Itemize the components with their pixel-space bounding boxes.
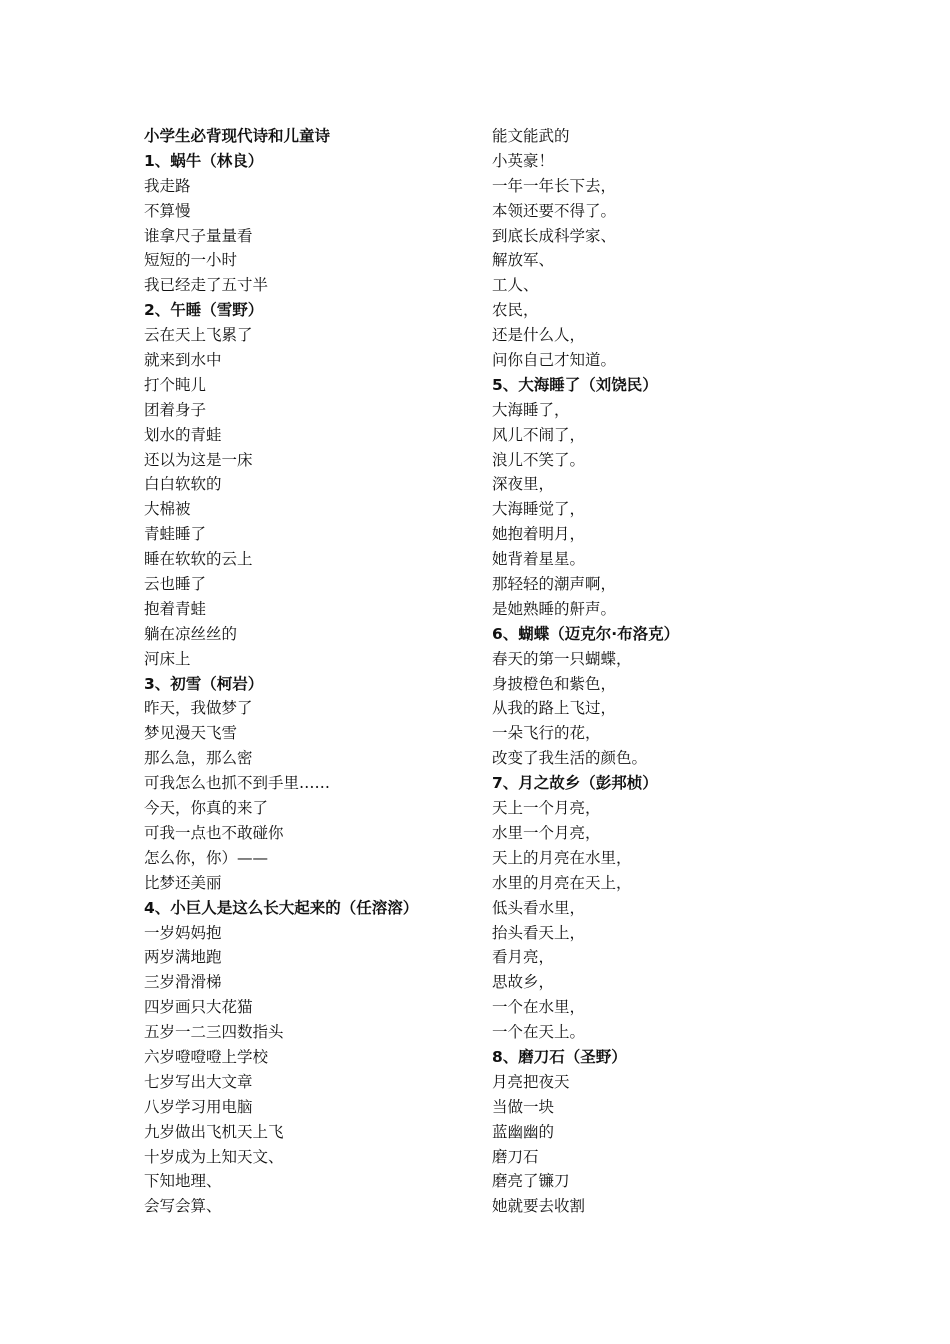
poem-line: 一朵飞行的花，: [492, 724, 601, 743]
poem-line: 是她熟睡的鼾声。: [492, 599, 617, 618]
poem-line: 工人、: [492, 276, 539, 295]
poem-line: 月亮把夜天: [492, 1072, 570, 1091]
poem-line: 就来到水中: [144, 351, 222, 370]
poem-line: 十岁成为上知天文、: [144, 1147, 284, 1166]
poem-line: 怎么你，你）——: [144, 848, 269, 867]
poem-line: 她就要去收割: [492, 1197, 586, 1216]
poem-line: 本领还要不得了。: [492, 201, 617, 220]
poem-line: 云也睡了: [144, 575, 207, 594]
poem-line: 大海睡了，: [492, 400, 570, 419]
poem-heading: 1、蜗牛（林良）: [144, 151, 264, 170]
poem-heading: 4、小巨人是这么长大起来的（任溶溶）: [144, 898, 419, 917]
poem-line: 改变了我生活的颜色。: [492, 749, 648, 768]
poem-line: 今天，你真的来了: [144, 799, 269, 818]
poem-line: 那么急，那么密: [144, 749, 253, 768]
poem-line: 那轻轻的潮声啊，: [492, 575, 617, 594]
poem-line: 春天的第一只蝴蝶，: [492, 649, 632, 668]
poem-line: 可我怎么也抓不到手里……: [144, 774, 331, 793]
poem-line: 短短的一小时: [144, 251, 238, 270]
poem-line: 深夜里，: [492, 475, 555, 494]
poem-line: 磨刀石: [492, 1147, 539, 1166]
poem-line: 一个在水里，: [492, 998, 586, 1017]
poem-line: 问你自己才知道。: [492, 351, 617, 370]
poem-line: 六岁噔噔噔上学校: [144, 1047, 269, 1066]
poem-heading: 5、大海睡了（刘饶民）: [492, 375, 658, 394]
poem-line: 昨天，我做梦了: [144, 699, 253, 718]
poem-line: 水里的月亮在天上，: [492, 873, 632, 892]
poem-line: 划水的青蛙: [144, 425, 222, 444]
poem-line: 下知地理、: [144, 1172, 222, 1191]
poem-line: 当做一块: [492, 1097, 555, 1116]
poem-line: 身披橙色和紫色，: [492, 674, 617, 693]
right-column: [492, 124, 832, 1219]
poem-line: 抬头看天上，: [492, 923, 586, 942]
poem-line: 睡在软软的云上: [144, 550, 253, 569]
left-column: [144, 124, 484, 1219]
poem-line: 团着身子: [144, 400, 207, 419]
poem-line: 从我的路上飞过，: [492, 699, 617, 718]
poem-line: 看月亮，: [492, 948, 555, 967]
poem-heading: 8、磨刀石（圣野）: [492, 1047, 627, 1066]
poem-line: 蓝幽幽的: [492, 1122, 555, 1141]
poem-heading: 3、初雪（柯岩）: [144, 674, 264, 693]
poem-line: 抱着青蛙: [144, 599, 207, 618]
poem-line: 四岁画只大花猫: [144, 998, 253, 1017]
poem-line: 能文能武的: [492, 127, 570, 145]
poem-line: 一年一年长下去，: [492, 176, 617, 195]
poem-line: 躺在凉丝丝的: [144, 624, 238, 643]
poem-line: 思故乡，: [492, 973, 555, 992]
poem-line: 农民，: [492, 301, 539, 320]
poem-line: 到底长成科学家、: [492, 226, 617, 245]
poem-line: 大棉被: [144, 500, 191, 519]
poem-line: 比梦还美丽: [144, 873, 222, 892]
poem-line: 八岁学习用电脑: [144, 1097, 253, 1116]
poem-line: 浪儿不笑了。: [492, 450, 586, 469]
poem-line: 还是什么人，: [492, 326, 586, 345]
poem-line: 还以为这是一床: [144, 450, 253, 469]
poem-heading: 6、蝴蝶（迈克尔·布洛克）: [492, 624, 680, 643]
poem-line: 五岁一二三四数指头: [144, 1023, 284, 1042]
poem-line: 磨亮了镰刀: [492, 1172, 570, 1191]
poem-line: 解放军、: [492, 251, 555, 270]
poem-line: 一岁妈妈抱: [144, 923, 222, 942]
poem-heading: 小学生必背现代诗和儿童诗: [144, 127, 331, 145]
poem-heading: 2、午睡（雪野）: [144, 301, 264, 320]
poem-line: 不算慢: [144, 201, 191, 220]
poem-line: 谁拿尺子量量看: [144, 226, 253, 245]
poem-line: 一个在天上。: [492, 1023, 586, 1042]
poem-line: 水里一个月亮，: [492, 823, 601, 842]
poem-line: 七岁写出大文章: [144, 1072, 253, 1091]
poem-line: 低头看水里，: [492, 898, 586, 917]
poem-line: 天上一个月亮，: [492, 799, 601, 818]
poem-line: 小英豪！: [492, 151, 555, 170]
poem-line: 青蛙睡了: [144, 525, 207, 544]
poem-line: 风儿不闹了，: [492, 425, 586, 444]
poem-line: 她抱着明月，: [492, 525, 586, 544]
poem-line: 可我一点也不敢碰你: [144, 823, 284, 842]
poem-line: 梦见漫天飞雪: [144, 724, 238, 743]
poem-line: 会写会算、: [144, 1197, 222, 1216]
poem-line: 两岁满地跑: [144, 948, 222, 967]
poem-line: 大海睡觉了，: [492, 500, 586, 519]
poem-line: 天上的月亮在水里，: [492, 848, 632, 867]
poem-line: 她背着星星。: [492, 550, 586, 569]
poem-line: 打个盹儿: [144, 375, 207, 394]
poem-line: 我已经走了五寸半: [144, 276, 269, 295]
poem-line: 白白软软的: [144, 475, 222, 494]
poem-line: 河床上: [144, 649, 191, 668]
poem-line: 云在天上飞累了: [144, 326, 253, 345]
poem-line: 三岁滑滑梯: [144, 973, 222, 992]
poem-line: 我走路: [144, 176, 191, 195]
poem-line: 九岁做出飞机天上飞: [144, 1122, 284, 1141]
poem-heading: 7、月之故乡（彭邦桢）: [492, 774, 658, 793]
